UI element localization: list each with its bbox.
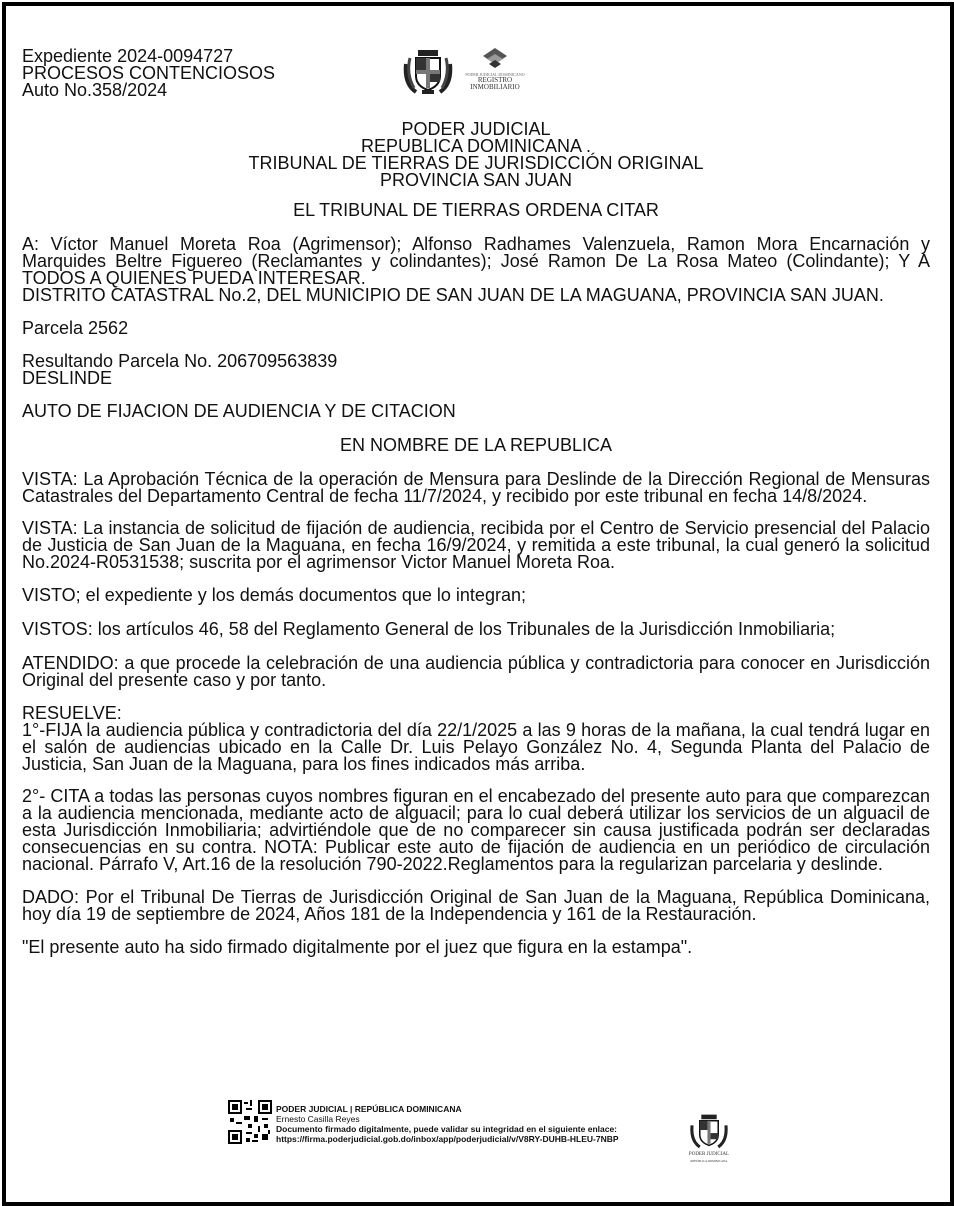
firmado-paragraph: "El presente auto ha sido firmado digitalmente por el juez que figura en la estampa". bbox=[22, 937, 693, 957]
order-heading: EL TRIBUNAL DE TIERRAS ORDENA CITAR bbox=[293, 200, 659, 220]
registro-logo-line2: INMOBILIARIO bbox=[470, 83, 520, 91]
parcela-line: Parcela 2562 bbox=[22, 318, 129, 338]
visto-paragraph: VISTO; el expediente y los demás documentos que lo integran; bbox=[22, 585, 526, 605]
resultando-line: Resultando Parcela No. 206709563839 bbox=[22, 351, 338, 371]
signature-line-1: PODER JUDICIAL | REPÚBLICA DOMINICANA bbox=[276, 1104, 462, 1114]
court-line-2: REPUBLICA DOMINICANA . bbox=[360, 136, 592, 156]
deslinde-line: DESLINDE bbox=[22, 368, 113, 388]
vistos-paragraph: VISTOS: los artículos 46, 58 del Reglamento General de los Tribunales de la Jurisdicción Inmobiliaria; bbox=[22, 619, 836, 639]
recipients-paragraph: A: Víctor Manuel Moreta Roa (Agrimensor); Alfonso Radhames Valenzuela, Ramon Mora Encarnación y Marquides Beltre Figuereo (Reclamantes y colindantes); José Ramon De La Rosa Mateo (Colindante); Y A TODOS A QUIENES PUEDA INTERESAR. bbox=[22, 234, 930, 288]
document-page bbox=[2, 2, 954, 1206]
auto-number: Auto No.358/2024 bbox=[22, 80, 168, 100]
case-header bbox=[22, 48, 930, 99]
poder-judicial-seal-icon bbox=[686, 1110, 732, 1150]
seal-caption bbox=[674, 1152, 744, 1164]
punto-1-paragraph: 1°-FIJA la audiencia pública y contradictoria del día 22/1/2025 a las 9 horas de la mañana, la cual tendrá lugar en el salón de audiencias ubicado en la Calle Dr. Luis Pelayo González No. 4, Segunda Planta del Palacio de Justicia, San Juan de la Maguana, para los fines indicados más arriba. bbox=[22, 720, 930, 774]
vista-paragraph-1: VISTA: La Aprobación Técnica de la operación de Mensura para Deslinde de la Dirección Regional de Mensuras Catastrales del Departamento Central de fecha 11/7/2024, y recibido por este tribunal en fecha 14/8/2024. bbox=[22, 469, 930, 506]
distrito-paragraph: DISTRITO CATASTRAL No.2, DEL MUNICIPIO DE SAN JUAN DE LA MAGUANA, PROVINCIA SAN JUAN. bbox=[22, 285, 884, 305]
court-line-1: PODER JUDICIAL bbox=[401, 119, 551, 139]
punto-2-paragraph: 2°- CITA a todas las personas cuyos nombres figuran en el encabezado del presente auto para que comparezcan a la audiencia mencionada, mediante acto de alguacil; para lo cual deberá utilizar los servicios de un alguacil de esta Jurisdicción Inmobiliaria; advirtiéndole que de no comparecer sin causa justificada podrán ser declaradas consecuencias en su contra. NOTA: Publicar este auto de fijación de audiencia en un periódico de circulación nacional. Párrafo V, Art.16 de la resolución 790-2022.Reglamentos para la regularizan parcelaria y deslinde. bbox=[22, 786, 930, 874]
qr-code-icon bbox=[228, 1100, 272, 1144]
court-heading bbox=[22, 121, 930, 189]
signature-judge-name: Ernesto Casilla Reyes bbox=[276, 1114, 360, 1124]
registro-logo-line1: REGISTRO bbox=[477, 76, 513, 84]
registro-logo-small-text: PODER JUDICIAL DOMINICANO bbox=[465, 72, 525, 77]
signature-line-3: Documento firmado digitalmente, puede validar su integridad en el siguiente enlace: bbox=[276, 1124, 618, 1134]
seal-caption-2: REPÚBLICA DOMINICANA bbox=[690, 1159, 728, 1163]
expediente-number: Expediente 2024-0094727 bbox=[22, 46, 234, 66]
digital-signature-block bbox=[276, 1104, 656, 1144]
auto-title: AUTO DE FIJACION DE AUDIENCIA Y DE CITACION bbox=[22, 401, 456, 421]
dado-paragraph: DADO: Por el Tribunal De Tierras de Jurisdicción Original de San Juan de la Maguana, República Dominicana, hoy día 19 de septiembre de 2024, Años 181 de la Independencia y 161 de la Restauración. bbox=[22, 887, 930, 924]
en-nombre-heading: EN NOMBRE DE LA REPUBLICA bbox=[339, 435, 613, 455]
document-content bbox=[22, 48, 930, 956]
court-line-3: TRIBUNAL DE TIERRAS DE JURISDICCIÓN ORIGINAL bbox=[248, 153, 704, 173]
seal-caption-1: PODER JUDICIAL bbox=[688, 1152, 730, 1157]
signature-link[interactable]: https://firma.poderjudicial.gob.do/inbox/app/poderjudicial/v/V8RY-DUHB-HLEU-7NBP bbox=[276, 1134, 619, 1144]
resuelve-heading: RESUELVE: bbox=[22, 703, 122, 723]
procesos-label: PROCESOS CONTENCIOSOS bbox=[22, 63, 276, 83]
court-line-4: PROVINCIA SAN JUAN bbox=[379, 170, 573, 190]
vista-paragraph-2: VISTA: La instancia de solicitud de fijación de audiencia, recibida por el Centro de Servicio presencial del Palacio de Justicia de San Juan de la Maguana, en fecha 16/9/2024, y remitida a este tribunal, la cual generó la solicitud No.2024-R0531538; suscrita por el agrimensor Victor Manuel Moreta Roa. bbox=[22, 518, 930, 572]
atendido-paragraph: ATENDIDO: a que procede la celebración de una audiencia pública y contradictoria para conocer en Jurisdicción Original del presente caso y por tanto. bbox=[22, 653, 930, 690]
